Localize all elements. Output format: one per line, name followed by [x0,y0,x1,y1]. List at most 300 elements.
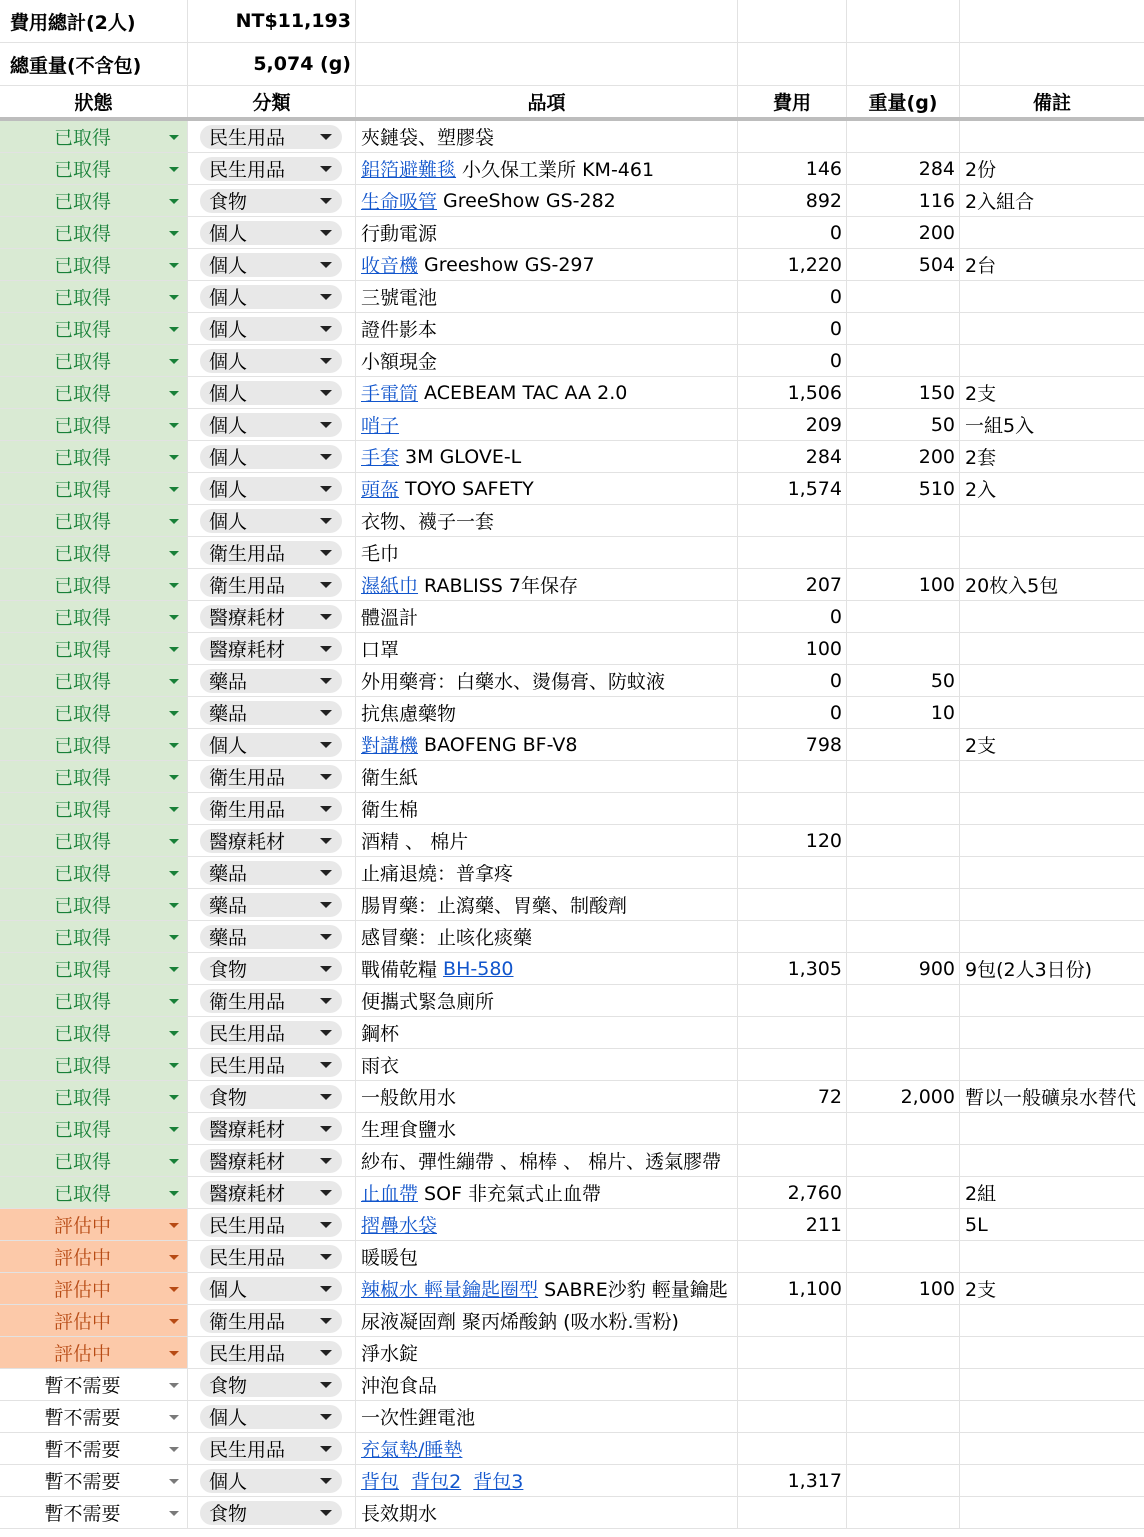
dropdown-arrow-icon[interactable] [320,326,332,332]
weight-cell[interactable]: 50 [847,409,960,440]
item-cell[interactable] [356,217,738,248]
status-dropdown[interactable] [0,505,188,536]
item-link[interactable]: 手套 [361,447,400,469]
cost-cell[interactable] [738,1497,847,1528]
weight-cell[interactable]: 150 [847,377,960,408]
dropdown-arrow-icon[interactable] [320,134,332,140]
item-cell[interactable] [356,1081,738,1112]
dropdown-arrow-icon[interactable] [169,1415,179,1420]
dropdown-arrow-icon[interactable] [169,1223,179,1228]
dropdown-arrow-icon[interactable] [320,1382,332,1388]
cost-total-label[interactable]: 費用總計(2人) [0,0,188,42]
dropdown-arrow-icon[interactable] [169,647,179,652]
cost-cell[interactable] [738,505,847,536]
category-cell[interactable] [188,313,356,344]
item-cell[interactable] [356,249,738,280]
status-dropdown[interactable] [0,857,188,888]
status-dropdown[interactable] [0,921,188,952]
weight-cell[interactable] [847,345,960,376]
category-cell[interactable] [188,153,356,184]
dropdown-arrow-icon[interactable] [320,838,332,844]
status-dropdown[interactable] [0,1177,188,1208]
item-cell[interactable] [356,1465,738,1496]
status-dropdown[interactable] [0,1305,188,1336]
status-dropdown[interactable] [0,409,188,440]
status-dropdown[interactable] [0,281,188,312]
item-link[interactable]: 背包 [361,1471,400,1493]
note-cell[interactable] [960,985,1144,1016]
status-dropdown[interactable] [0,1369,188,1400]
category-chip[interactable] [200,573,342,597]
empty-cell[interactable] [960,0,1144,42]
cost-cell[interactable] [738,793,847,824]
item-link[interactable]: 手電筒 [361,383,419,405]
category-cell[interactable] [188,1017,356,1048]
category-cell[interactable] [188,505,356,536]
dropdown-arrow-icon[interactable] [320,1222,332,1228]
category-chip[interactable] [200,733,342,757]
weight-cell[interactable] [847,1145,960,1176]
cost-cell[interactable] [738,1433,847,1464]
status-dropdown[interactable] [0,793,188,824]
dropdown-arrow-icon[interactable] [320,678,332,684]
category-cell[interactable] [188,345,356,376]
dropdown-arrow-icon[interactable] [169,263,179,268]
dropdown-arrow-icon[interactable] [320,550,332,556]
category-chip[interactable] [200,349,342,373]
dropdown-arrow-icon[interactable] [320,934,332,940]
item-cell[interactable] [356,889,738,920]
item-cell[interactable] [356,729,738,760]
header-weight[interactable]: 重量(g) [847,86,960,117]
cost-cell[interactable] [738,761,847,792]
status-dropdown[interactable] [0,1433,188,1464]
note-cell[interactable]: 9包(2人3日份) [965,959,1093,981]
item-link[interactable]: 止血帶 [361,1183,419,1205]
category-cell[interactable] [188,1433,356,1464]
dropdown-arrow-icon[interactable] [320,806,332,812]
note-cell[interactable] [960,793,1144,824]
category-chip[interactable] [200,221,342,245]
dropdown-arrow-icon[interactable] [169,519,179,524]
cost-cell[interactable]: 892 [738,185,847,216]
weight-cell[interactable] [847,633,960,664]
cost-cell[interactable]: 2,760 [738,1177,847,1208]
category-chip[interactable] [200,1405,342,1429]
note-cell[interactable] [960,921,1144,952]
status-dropdown[interactable] [0,1081,188,1112]
note-cell[interactable] [960,1337,1144,1368]
dropdown-arrow-icon[interactable] [320,582,332,588]
category-cell[interactable] [188,217,356,248]
item-cell[interactable] [356,505,738,536]
cost-total-value[interactable]: NT$11,193 [188,0,356,42]
category-chip[interactable] [200,509,342,533]
status-dropdown[interactable] [0,441,188,472]
status-dropdown[interactable] [0,761,188,792]
item-cell[interactable] [356,825,738,856]
item-cell[interactable] [356,857,738,888]
note-cell[interactable] [960,1305,1144,1336]
header-cost[interactable]: 費用 [738,86,847,117]
item-cell[interactable] [356,1113,738,1144]
weight-cell[interactable] [847,601,960,632]
category-chip[interactable] [200,1213,342,1237]
status-dropdown[interactable] [0,729,188,760]
dropdown-arrow-icon[interactable] [320,422,332,428]
note-cell[interactable]: 2支 [965,735,997,757]
cost-cell[interactable]: 1,100 [738,1273,847,1304]
cost-cell[interactable] [738,1401,847,1432]
category-cell[interactable] [188,697,356,728]
category-cell[interactable] [188,985,356,1016]
item-cell[interactable] [356,409,738,440]
category-chip[interactable] [200,1181,342,1205]
item-link[interactable]: 摺疊水袋 [361,1215,438,1237]
dropdown-arrow-icon[interactable] [169,1287,179,1292]
dropdown-arrow-icon[interactable] [169,1383,179,1388]
status-dropdown[interactable] [0,249,188,280]
note-cell[interactable] [960,217,1144,248]
item-cell[interactable] [356,697,738,728]
cost-cell[interactable] [738,1241,847,1272]
weight-cell[interactable] [847,761,960,792]
note-cell[interactable] [960,601,1144,632]
status-dropdown[interactable] [0,889,188,920]
status-dropdown[interactable] [0,601,188,632]
category-cell[interactable] [188,1113,356,1144]
dropdown-arrow-icon[interactable] [169,1031,179,1036]
weight-cell[interactable] [847,1369,960,1400]
dropdown-arrow-icon[interactable] [320,358,332,364]
category-chip[interactable] [200,1437,342,1461]
status-dropdown[interactable] [0,1465,188,1496]
item-cell[interactable] [356,281,738,312]
category-cell[interactable] [188,1049,356,1080]
category-chip[interactable] [200,253,342,277]
category-chip[interactable] [200,125,342,149]
weight-cell[interactable] [847,857,960,888]
dropdown-arrow-icon[interactable] [320,198,332,204]
dropdown-arrow-icon[interactable] [320,870,332,876]
cost-cell[interactable]: 0 [738,281,847,312]
status-dropdown[interactable] [0,313,188,344]
note-cell[interactable] [960,825,1144,856]
weight-cell[interactable]: 116 [847,185,960,216]
dropdown-arrow-icon[interactable] [169,1479,179,1484]
cost-cell[interactable] [738,1017,847,1048]
item-cell[interactable] [356,1049,738,1080]
dropdown-arrow-icon[interactable] [169,1127,179,1132]
status-dropdown[interactable] [0,1401,188,1432]
item-cell[interactable] [356,1209,738,1240]
dropdown-arrow-icon[interactable] [169,999,179,1004]
category-cell[interactable] [188,1177,356,1208]
dropdown-arrow-icon[interactable] [320,262,332,268]
cost-cell[interactable] [738,537,847,568]
category-cell[interactable] [188,953,356,984]
note-cell[interactable] [960,345,1144,376]
cost-cell[interactable]: 209 [738,409,847,440]
cost-cell[interactable] [738,889,847,920]
weight-cell[interactable] [847,889,960,920]
note-cell[interactable] [960,1017,1144,1048]
category-cell[interactable] [188,857,356,888]
category-chip[interactable] [200,189,342,213]
cost-cell[interactable]: 1,317 [738,1465,847,1496]
category-cell[interactable] [188,1145,356,1176]
dropdown-arrow-icon[interactable] [320,646,332,652]
dropdown-arrow-icon[interactable] [169,711,179,716]
dropdown-arrow-icon[interactable] [169,775,179,780]
status-dropdown[interactable] [0,1113,188,1144]
category-chip[interactable] [200,381,342,405]
item-link[interactable]: 鋁箔避難毯 [361,159,457,181]
cost-cell[interactable]: 1,220 [738,249,847,280]
item-cell[interactable] [356,1305,738,1336]
category-chip[interactable] [200,285,342,309]
category-cell[interactable] [188,665,356,696]
item-link[interactable]: 對講機 [361,735,419,757]
item-cell[interactable] [356,121,738,152]
category-chip[interactable] [200,445,342,469]
cost-cell[interactable]: 0 [738,697,847,728]
item-cell[interactable] [356,1145,738,1176]
dropdown-arrow-icon[interactable] [169,167,179,172]
cost-cell[interactable]: 284 [738,441,847,472]
note-cell[interactable]: 2台 [965,255,997,277]
item-cell[interactable] [356,1401,738,1432]
note-cell[interactable] [960,505,1144,536]
weight-total-label[interactable]: 總重量(不含包) [0,43,188,85]
category-cell[interactable] [188,1337,356,1368]
item-cell[interactable] [356,761,738,792]
weight-cell[interactable]: 2,000 [847,1081,960,1112]
note-cell[interactable] [960,697,1144,728]
cost-cell[interactable] [738,857,847,888]
weight-cell[interactable] [847,921,960,952]
category-chip[interactable] [200,1053,342,1077]
dropdown-arrow-icon[interactable] [169,327,179,332]
weight-cell[interactable] [847,1401,960,1432]
item-cell[interactable] [356,1177,738,1208]
dropdown-arrow-icon[interactable] [169,903,179,908]
cost-cell[interactable]: 1,574 [738,473,847,504]
category-cell[interactable] [188,1369,356,1400]
weight-total-value[interactable]: 5,074 (g) [188,43,356,85]
note-cell[interactable] [960,121,1144,152]
header-note[interactable]: 備註 [1032,92,1071,114]
weight-cell[interactable] [847,825,960,856]
empty-cell[interactable] [847,0,960,42]
dropdown-arrow-icon[interactable] [320,230,332,236]
category-chip[interactable] [200,1469,342,1493]
empty-cell[interactable] [847,43,960,85]
item-cell[interactable] [356,953,738,984]
note-cell[interactable]: 暫以一般礦泉水替代 [965,1087,1137,1109]
dropdown-arrow-icon[interactable] [320,1414,332,1420]
category-chip[interactable] [200,1373,342,1397]
dropdown-arrow-icon[interactable] [169,679,179,684]
weight-cell[interactable] [847,1017,960,1048]
category-chip[interactable] [200,669,342,693]
category-chip[interactable] [200,925,342,949]
dropdown-arrow-icon[interactable] [320,1062,332,1068]
category-cell[interactable] [188,1497,356,1528]
cost-cell[interactable] [738,1113,847,1144]
note-cell[interactable] [960,1369,1144,1400]
note-cell[interactable] [960,281,1144,312]
empty-cell[interactable] [738,0,847,42]
dropdown-arrow-icon[interactable] [320,1158,332,1164]
note-cell[interactable]: 2支 [965,383,997,405]
weight-cell[interactable] [847,1241,960,1272]
cost-cell[interactable]: 72 [738,1081,847,1112]
dropdown-arrow-icon[interactable] [169,199,179,204]
category-chip[interactable] [200,701,342,725]
weight-cell[interactable]: 284 [847,153,960,184]
dropdown-arrow-icon[interactable] [320,1126,332,1132]
status-dropdown[interactable] [0,985,188,1016]
dropdown-arrow-icon[interactable] [169,615,179,620]
cost-cell[interactable] [738,1337,847,1368]
category-cell[interactable] [188,249,356,280]
category-chip[interactable] [200,829,342,853]
status-dropdown[interactable] [0,953,188,984]
item-link[interactable]: 收音機 [361,255,419,277]
item-link[interactable]: 充氣墊/睡墊 [361,1439,463,1461]
cost-cell[interactable]: 100 [738,633,847,664]
empty-cell[interactable] [356,43,738,85]
note-cell[interactable]: 20枚入5包 [965,575,1059,597]
status-dropdown[interactable] [0,1209,188,1240]
dropdown-arrow-icon[interactable] [320,1446,332,1452]
note-cell[interactable] [960,1049,1144,1080]
cost-cell[interactable]: 146 [738,153,847,184]
weight-cell[interactable] [847,1497,960,1528]
weight-cell[interactable] [847,1465,960,1496]
weight-cell[interactable]: 200 [847,217,960,248]
item-cell[interactable] [356,1433,738,1464]
category-chip[interactable] [200,765,342,789]
weight-cell[interactable] [847,537,960,568]
item-cell[interactable] [356,313,738,344]
dropdown-arrow-icon[interactable] [320,1094,332,1100]
dropdown-arrow-icon[interactable] [169,1255,179,1260]
note-cell[interactable]: 2支 [965,1279,997,1301]
status-dropdown[interactable] [0,1273,188,1304]
note-cell[interactable] [960,1497,1144,1528]
dropdown-arrow-icon[interactable] [169,839,179,844]
category-cell[interactable] [188,1401,356,1432]
note-cell[interactable] [960,1145,1144,1176]
item-cell[interactable] [356,185,738,216]
dropdown-arrow-icon[interactable] [169,1095,179,1100]
category-chip[interactable] [200,893,342,917]
category-cell[interactable] [188,537,356,568]
item-link[interactable]: 背包2 [411,1471,462,1493]
category-chip[interactable] [200,637,342,661]
header-item[interactable]: 品項 [356,86,738,117]
cost-cell[interactable]: 0 [738,665,847,696]
weight-cell[interactable]: 900 [847,953,960,984]
category-cell[interactable] [188,825,356,856]
note-cell[interactable] [960,889,1144,920]
category-chip[interactable] [200,541,342,565]
dropdown-arrow-icon[interactable] [320,294,332,300]
dropdown-arrow-icon[interactable] [169,487,179,492]
dropdown-arrow-icon[interactable] [169,967,179,972]
category-cell[interactable] [188,377,356,408]
category-cell[interactable] [188,441,356,472]
cost-cell[interactable]: 0 [738,217,847,248]
status-dropdown[interactable] [0,377,188,408]
status-dropdown[interactable] [0,1337,188,1368]
cost-cell[interactable] [738,1049,847,1080]
dropdown-arrow-icon[interactable] [169,423,179,428]
dropdown-arrow-icon[interactable] [169,1319,179,1324]
weight-cell[interactable]: 50 [847,665,960,696]
item-cell[interactable] [356,441,738,472]
category-cell[interactable] [188,1305,356,1336]
dropdown-arrow-icon[interactable] [169,1511,179,1516]
dropdown-arrow-icon[interactable] [169,551,179,556]
status-dropdown[interactable] [0,1497,188,1528]
note-cell[interactable] [960,1113,1144,1144]
cost-cell[interactable]: 207 [738,569,847,600]
dropdown-arrow-icon[interactable] [320,166,332,172]
status-dropdown[interactable] [0,1145,188,1176]
dropdown-arrow-icon[interactable] [169,391,179,396]
item-cell[interactable] [356,377,738,408]
cost-cell[interactable] [738,1145,847,1176]
dropdown-arrow-icon[interactable] [320,998,332,1004]
item-cell[interactable] [356,633,738,664]
item-cell[interactable] [356,921,738,952]
category-cell[interactable] [188,921,356,952]
note-cell[interactable] [960,857,1144,888]
category-chip[interactable] [200,797,342,821]
note-cell[interactable] [960,761,1144,792]
header-category[interactable]: 分類 [188,86,356,117]
cost-cell[interactable] [738,1369,847,1400]
cost-cell[interactable]: 798 [738,729,847,760]
status-dropdown[interactable] [0,217,188,248]
dropdown-arrow-icon[interactable] [320,1318,332,1324]
dropdown-arrow-icon[interactable] [169,295,179,300]
weight-cell[interactable] [847,281,960,312]
dropdown-arrow-icon[interactable] [169,935,179,940]
dropdown-arrow-icon[interactable] [169,807,179,812]
category-chip[interactable] [200,1245,342,1269]
category-chip[interactable] [200,957,342,981]
dropdown-arrow-icon[interactable] [320,1254,332,1260]
item-cell[interactable] [356,665,738,696]
weight-cell[interactable] [847,1305,960,1336]
dropdown-arrow-icon[interactable] [169,135,179,140]
cost-cell[interactable]: 0 [738,313,847,344]
category-chip[interactable] [200,413,342,437]
note-cell[interactable]: 5L [965,1213,988,1236]
dropdown-arrow-icon[interactable] [169,1447,179,1452]
item-cell[interactable] [356,1369,738,1400]
item-cell[interactable] [356,1273,738,1304]
status-dropdown[interactable] [0,633,188,664]
category-chip[interactable] [200,861,342,885]
category-cell[interactable] [188,633,356,664]
cost-cell[interactable]: 0 [738,345,847,376]
dropdown-arrow-icon[interactable] [320,774,332,780]
